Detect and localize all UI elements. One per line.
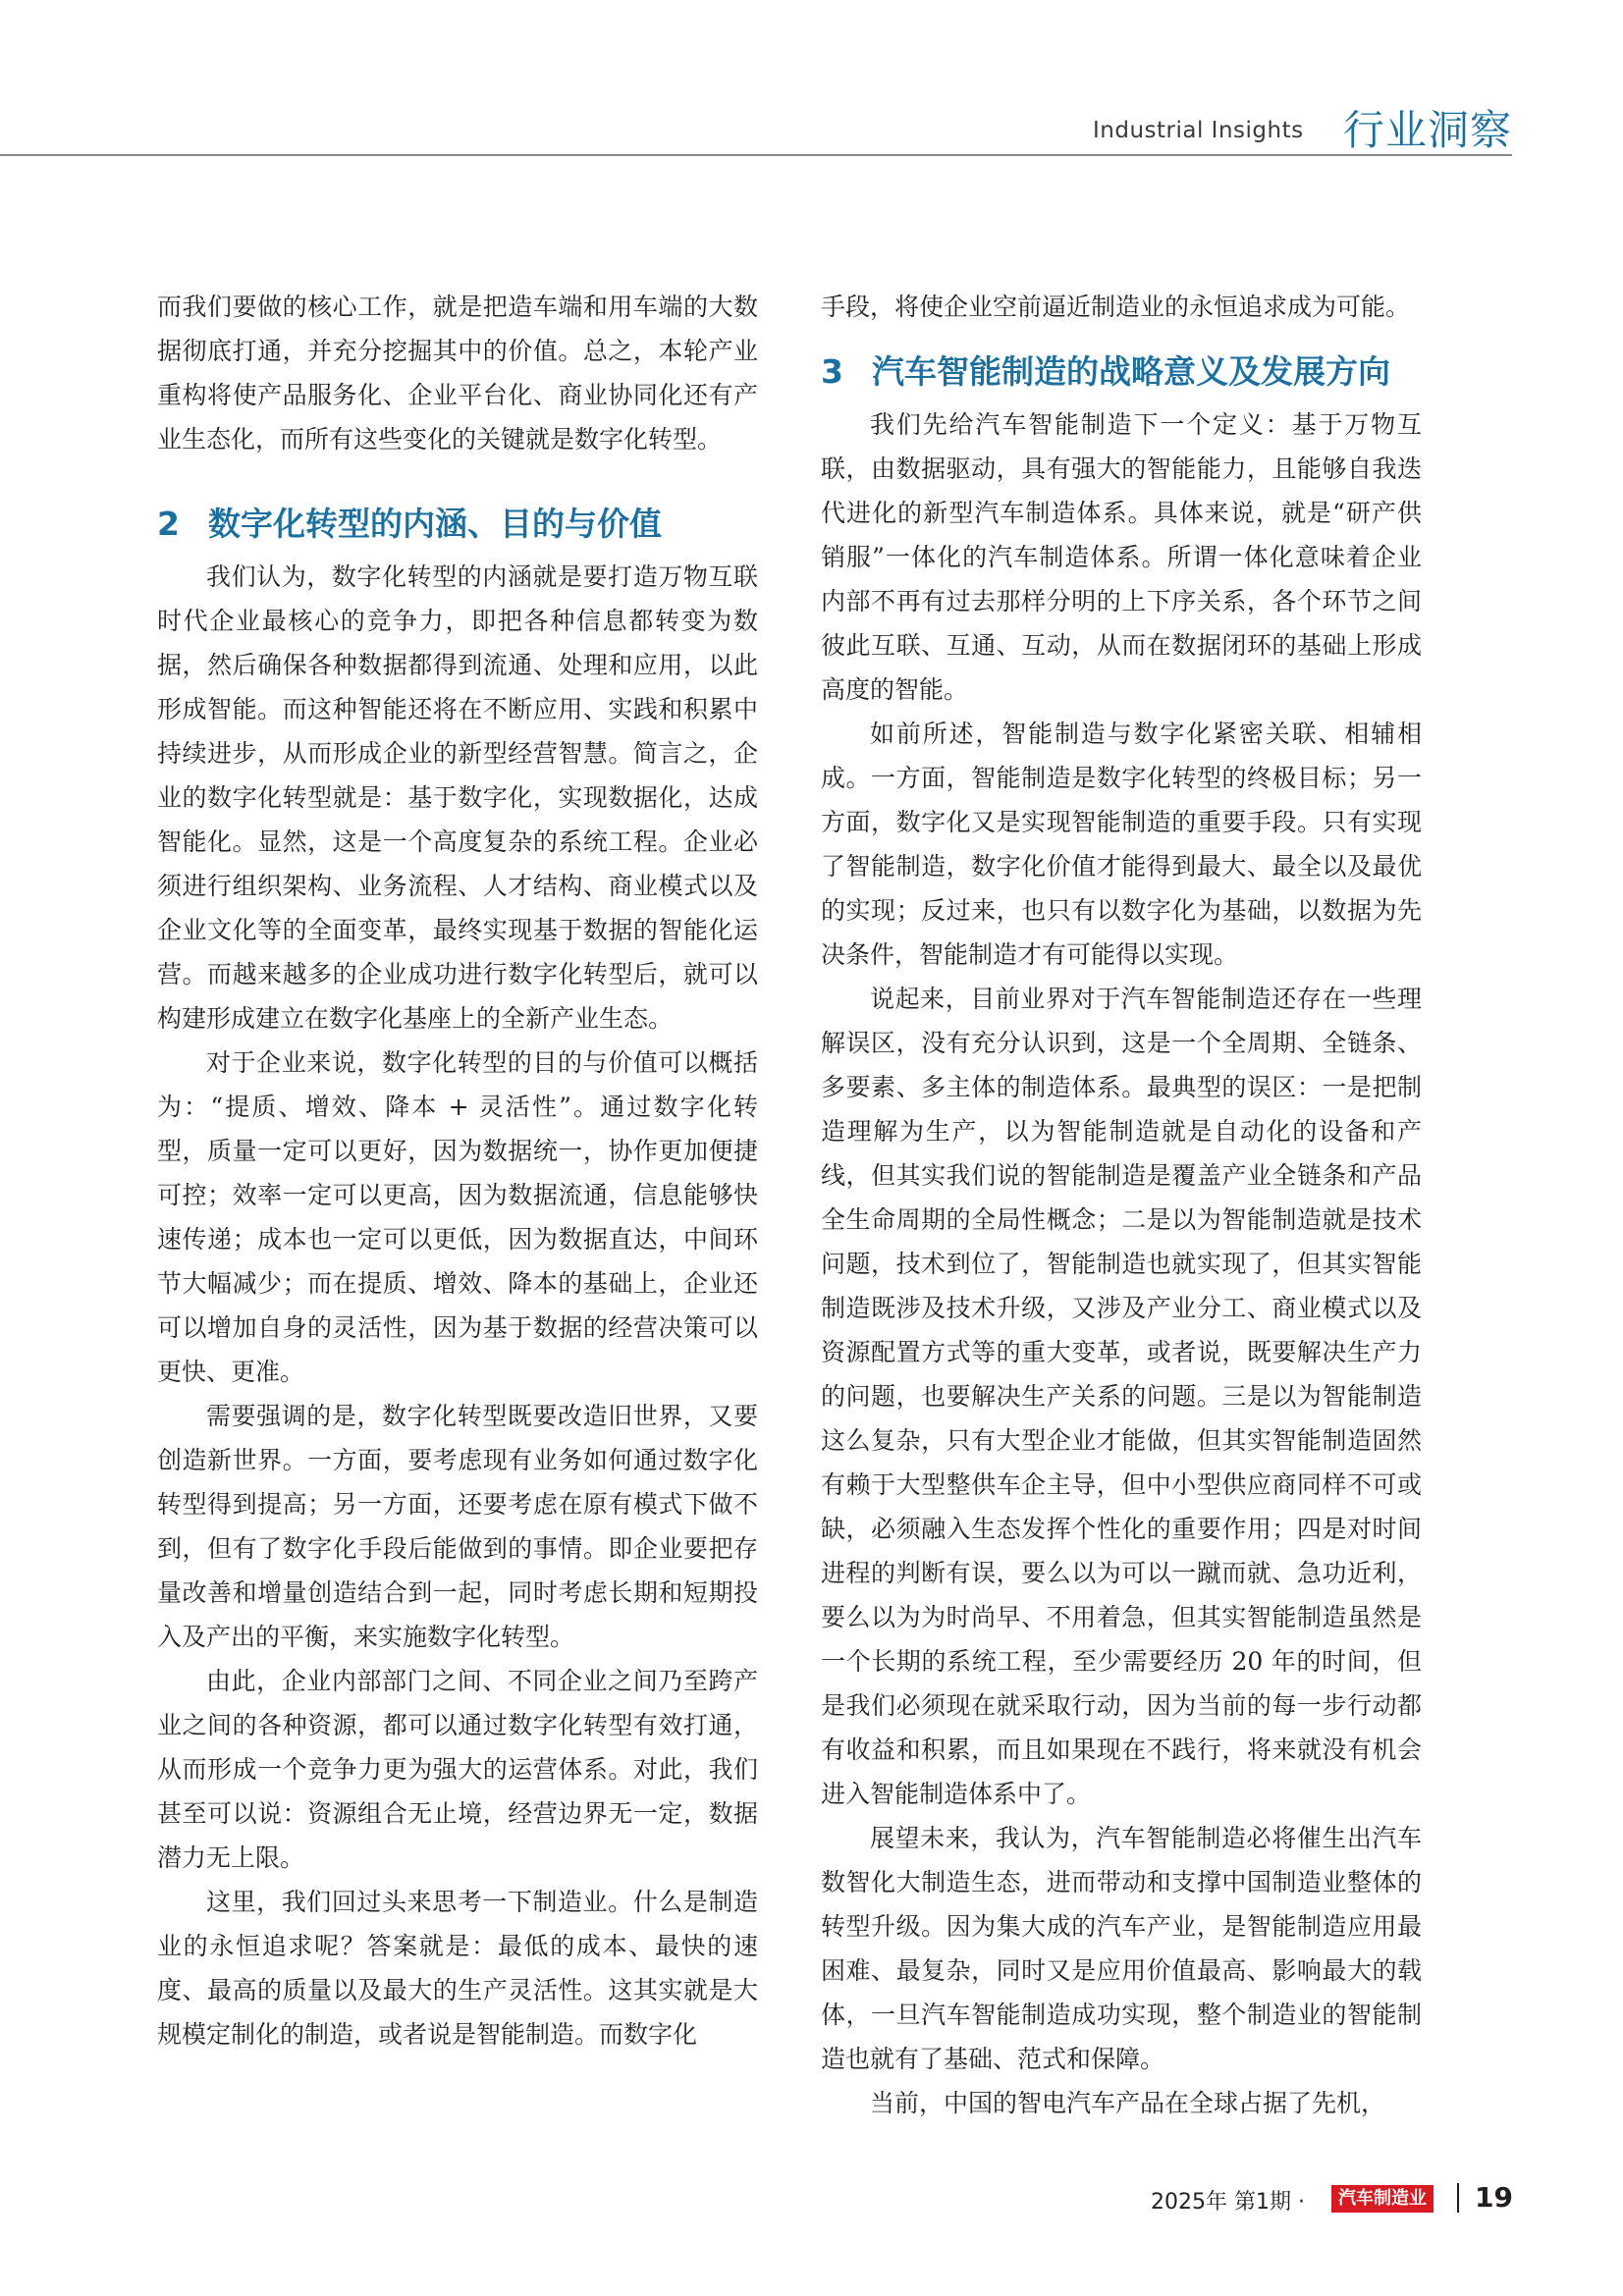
paragraph: 我们先给汽车智能制造下一个定义：基于万物互联，由数据驱动，具有强大的智能能力，且能够自我迭代进化的新型汽车制造体系。具体来说，就是“研产供销服”一体化的汽车制造体系。所谓一体化意味着企业内部不再有过去那样分明的上下序关系，各个环节之间彼此互联、互通、互动，从而在数据闭环的基础上形成高度的智能。 bbox=[821, 410, 1422, 704]
section-heading bbox=[157, 494, 758, 555]
header-rule bbox=[0, 154, 1512, 156]
right-column bbox=[821, 285, 1422, 2125]
section-number: 3 bbox=[821, 352, 843, 391]
paragraph: 这里，我们回过头来思考一下制造业。什么是制造业的永恒追求呢？答案就是：最低的成本、最快的速度、最高的质量以及最大的生产灵活性。这其实就是大规模定制化的制造，或者说是智能制造。而数字化 bbox=[157, 1888, 758, 2049]
page-footer bbox=[0, 2181, 1623, 2220]
paragraph: 需要强调的是，数字化转型既要改造旧世界，又要创造新世界。一方面，要考虑现有业务如何通过数字化转型得到提高；另一方面，还要考虑在原有模式下做不到，但有了数字化手段后能做到的事情。即企业要把存量改善和增量创造结合到一起，同时考虑长期和短期投入及产出的平衡，来实施数字化转型。 bbox=[157, 1402, 758, 1651]
section-title-en: Industrial Insights bbox=[1093, 118, 1304, 143]
paragraph: 展望未来，我认为，汽车智能制造必将催生出汽车数智化大制造生态，进而带动和支撑中国制造业整体的转型升级。因为集大成的汽车产业，是智能制造应用最困难、最复杂，同时又是应用价值最高、影响最大的载体，一旦汽车智能制造成功实现，整个制造业的智能制造也就有了基础、范式和保障。 bbox=[821, 1824, 1422, 2073]
paragraph: 我们认为，数字化转型的内涵就是要打造万物互联时代企业最核心的竞争力，即把各种信息都转变为数据，然后确保各种数据都得到流通、处理和应用，以此形成智能。而这种智能还将在不断应用、实践和积累中持续进步，从而形成企业的新型经营智慧。简言之，企业的数字化转型就是：基于数字化，实现数据化，达成智能化。显然，这是一个高度复杂的系统工程。企业必须进行组织架构、业务流程、人才结构、商业模式以及企业文化等的全面变革，最终实现基于数据的智能化运营。而越来越多的企业成功进行数字化转型后，就可以构建形成建立在数字化基座上的全新产业生态。 bbox=[157, 562, 758, 1033]
left-column bbox=[157, 285, 758, 2056]
paragraph: 当前，中国的智电汽车产品在全球占据了先机， bbox=[870, 2089, 1386, 2117]
section-title-cn: 行业洞察 bbox=[1343, 106, 1513, 154]
issue-label: 2025年 第1期 · bbox=[1151, 2190, 1305, 2215]
magazine-logo: 汽车制造业 bbox=[1331, 2185, 1434, 2213]
section-heading-text: 数字化转型的内涵、目的与价值 bbox=[208, 505, 662, 543]
section-heading bbox=[821, 342, 1422, 402]
footer-divider bbox=[1457, 2183, 1459, 2213]
paragraph: 而我们要做的核心工作，就是把造车端和用车端的大数据彻底打通，并充分挖掘其中的价值。总之，本轮产业重构将使产品服务化、企业平台化、商业协同化还有产业生态化，而所有这些变化的关键就是数字化转型。 bbox=[157, 293, 758, 454]
paragraph: 说起来，目前业界对于汽车智能制造还存在一些理解误区，没有充分认识到，这是一个全周期、全链条、多要素、多主体的制造体系。最典型的误区：一是把制造理解为生产，以为智能制造就是自动化的设备和产线，但其实我们说的智能制造是覆盖产业全链条和产品全生命周期的全局性概念；二是以为智能制造就是技术问题，技术到位了，智能制造也就实现了，但其实智能制造既涉及技术升级，又涉及产业分工、商业模式以及资源配置方式等的重大变革，或者说，既要解决生产力的问题，也要解决生产关系的问题。三是以为智能制造这么复杂，只有大型企业才能做，但其实智能制造固然有赖于大型整供车企主导，但中小型供应商同样不可或缺，必须融入生态发挥个性化的重要作用；四是对时间进程的判断有误，要么以为可以一蹴而就、急功近利，要么以为为时尚早、不用着急，但其实智能制造虽然是一个长期的系统工程，至少需要经历 20 年的时间，但是我们必须现在就采取行动，因为当前的每一步行动都有收益和积累，而且如果现在不践行，将来就没有机会进入智能制造体系中了。 bbox=[821, 985, 1422, 1808]
paragraph: 手段，将使企业空前逼近制造业的永恒追求成为可能。 bbox=[821, 293, 1411, 321]
paragraph: 如前所述，智能制造与数字化紧密关联、相辅相成。一方面，智能制造是数字化转型的终极目标；另一方面，数字化又是实现智能制造的重要手段。只有实现了智能制造，数字化价值才能得到最大、最全以及最优的实现；反过来，也只有以数字化为基础，以数据为先决条件，智能制造才有可能得以实现。 bbox=[821, 720, 1422, 969]
page-number: 19 bbox=[1475, 2181, 1513, 2214]
paragraph: 由此，企业内部部门之间、不同企业之间乃至跨产业之间的各种资源，都可以通过数字化转型有效打通，从而形成一个竞争力更为强大的运营体系。对此，我们甚至可以说：资源组合无止境，经营边界无一定，数据潜力无上限。 bbox=[157, 1667, 758, 1872]
paragraph: 对于企业来说，数字化转型的目的与价值可以概括为：“提质、增效、降本 + 灵活性”。通过数字化转型，质量一定可以更好，因为数据统一，协作更加便捷可控；效率一定可以更高，因为数据流通，信息能够快速传递；成本也一定可以更低，因为数据直达，中间环节大幅减少；而在提质、增效、降本的基础上，企业还可以增加自身的灵活性，因为基于数据的经营决策可以更快、更准。 bbox=[157, 1048, 758, 1386]
section-heading-text: 汽车智能制造的战略意义及发展方向 bbox=[872, 352, 1390, 391]
section-number: 2 bbox=[157, 505, 180, 543]
